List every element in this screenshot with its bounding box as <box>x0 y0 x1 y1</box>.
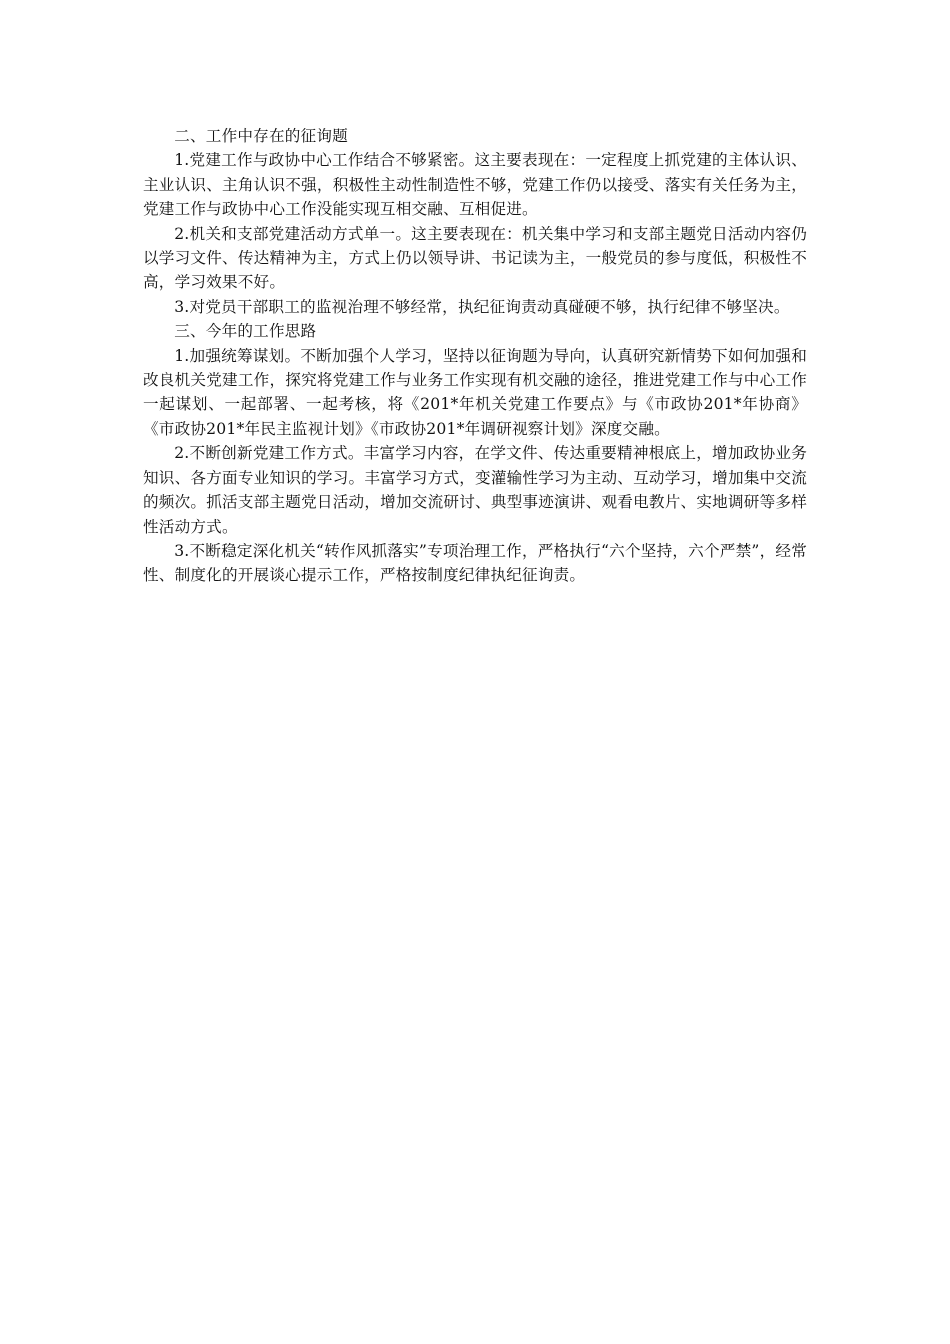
section-heading-problems: 二、工作中存在的征询题 <box>174 127 348 145</box>
document-body <box>143 124 807 588</box>
paragraph-plan-1: 1.加强统筹谋划。不断加强个人学习，坚持以征询题为导向，认真研究新情势下如何加强和改良机关党建工作，探究将党建工作与业务工作实现有机交融的途径，推进党建工作与中心工作一起谋划、一起部署、一起考核，将《201*年机关党建工作要点》与《市政协201*年协商》《市政协201*年民主监视计划》《市政协201*年调研视察计划》深度交融。 <box>143 346 807 438</box>
paragraph-problem-3: 3.对党员干部职工的监视治理不够经常，执纪征询责动真碰硬不够，执行纪律不够坚决。 <box>174 297 790 316</box>
paragraph-problem-2: 2.机关和支部党建活动方式单一。这主要表现在：机关集中学习和支部主题党日活动内容仍以学习文件、传达精神为主，方式上仍以领导讲、书记读为主，一般党员的参与度低，积极性不高，学习效果不好。 <box>143 224 807 292</box>
paragraph-plan-3: 3.不断稳定深化机关“转作风抓落实”专项治理工作，严格执行“六个坚持，六个严禁”，经常性、制度化的开展谈心提示工作，严格按制度纪律执纪征询责。 <box>143 541 807 585</box>
section-heading-plan: 三、今年的工作思路 <box>174 322 317 341</box>
paragraph-problem-1: 1.党建工作与政协中心工作结合不够紧密。这主要表现在：一定程度上抓党建的主体认识、主业认识、主角认识不强，积极性主动性制造性不够，党建工作仍以接受、落实有关任务为主，党建工作与政协中心工作没能实现互相交融、互相促进。 <box>143 151 807 219</box>
paragraph-plan-2: 2.不断创新党建工作方式。丰富学习内容，在学文件、传达重要精神根底上，增加政协业务知识、各方面专业知识的学习。丰富学习方式，变灌输性学习为主动、互动学习，增加集中交流的频次。抓活支部主题党日活动，增加交流研讨、典型事迹演讲、观看电教片、实地调研等多样性活动方式。 <box>143 444 807 536</box>
